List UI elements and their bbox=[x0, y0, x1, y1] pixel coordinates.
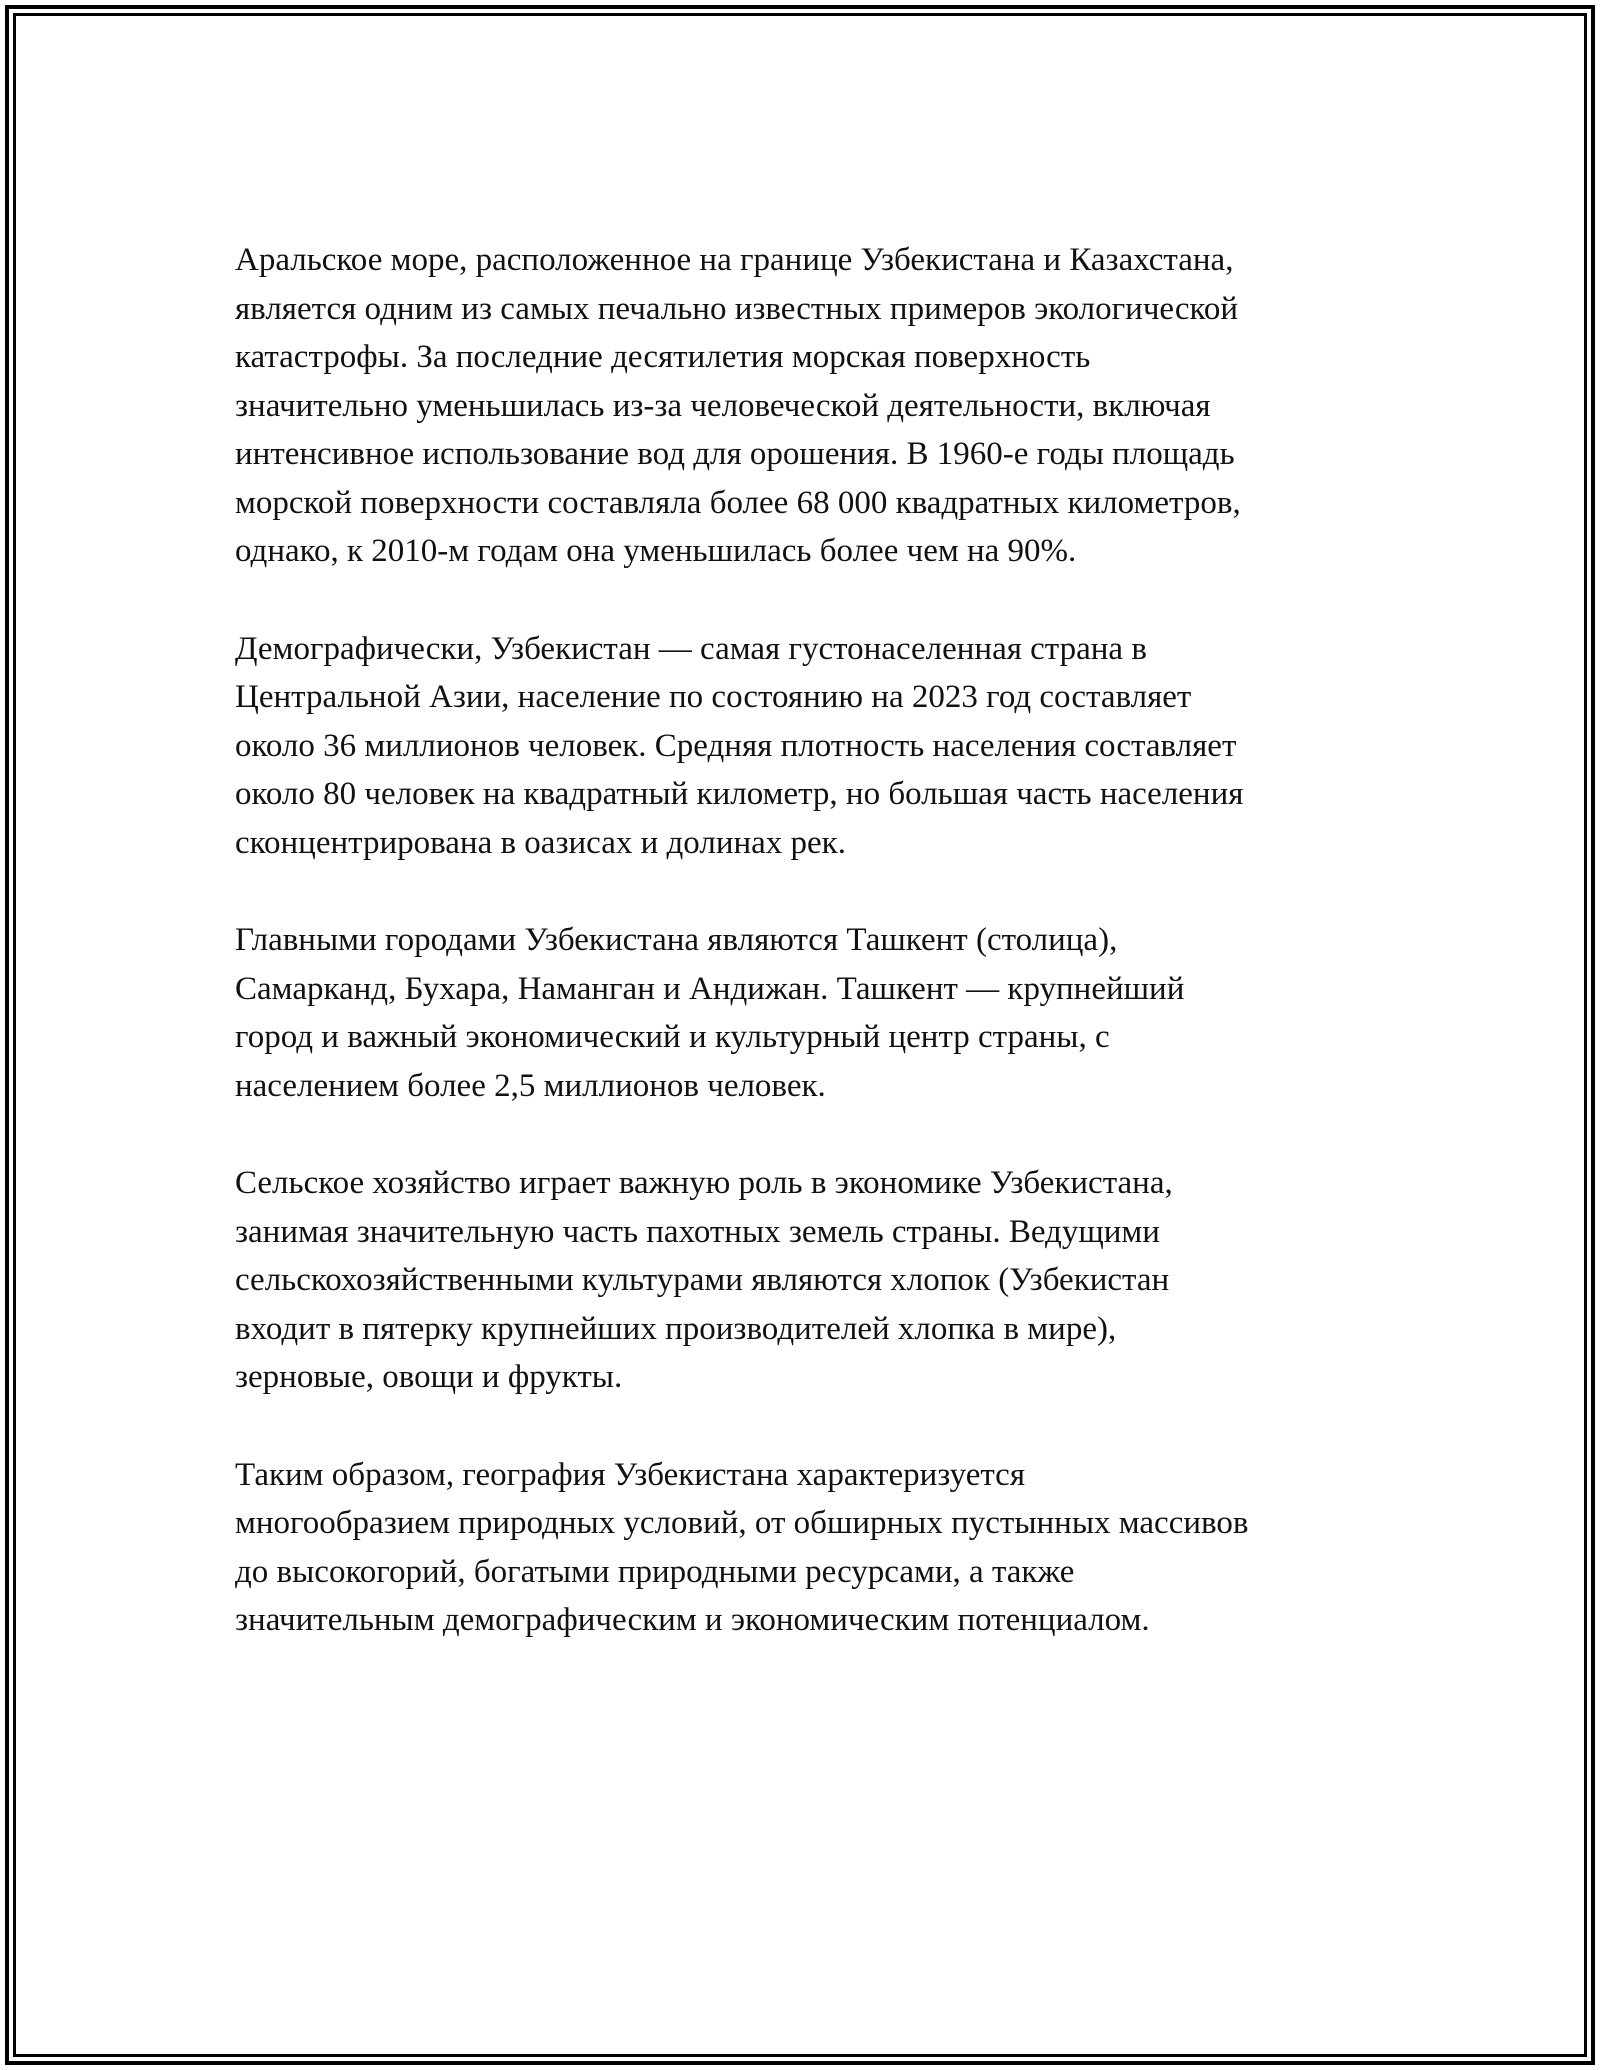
document-body bbox=[235, 236, 1375, 1645]
text-line: многообразием природных условий, от обширных пустынных массивов bbox=[235, 1505, 1249, 1541]
text-line: Главными городами Узбекистана являются Ташкент (столица), bbox=[235, 922, 1118, 958]
paragraph-conclusion bbox=[235, 1451, 1375, 1645]
text-line: до высокогорий, богатыми природными ресурсами, а также bbox=[235, 1553, 1075, 1590]
text-line: зерновые, овощи и фрукты. bbox=[235, 1359, 623, 1395]
text-line: сконцентрирована в оазисах и долинах рек. bbox=[235, 824, 846, 861]
text-line: является одним из самых печально известных примеров экологической bbox=[235, 290, 1239, 327]
text-line: входит в пятерку крупнейших производителей хлопка в мире), bbox=[235, 1310, 1117, 1347]
text-line: около 80 человек на квадратный километр, но большая часть населения bbox=[235, 776, 1244, 812]
text-line: Аральское море, расположенное на границе Узбекистана и Казахстана, bbox=[235, 242, 1234, 278]
text-line: сельскохозяйственными культурами являются хлопок (Узбекистан bbox=[235, 1262, 1170, 1298]
text-line: Сельское хозяйство играет важную роль в экономике Узбекистана, bbox=[235, 1165, 1173, 1201]
paragraph-cities bbox=[235, 916, 1375, 1110]
text-line: город и важный экономический и культурный центр страны, с bbox=[235, 1019, 1110, 1055]
paragraph-aral-sea bbox=[235, 236, 1375, 576]
text-line: Самарканд, Бухара, Наманган и Андижан. Ташкент — крупнейший bbox=[235, 970, 1185, 1007]
paragraph-demographics bbox=[235, 625, 1375, 868]
text-line: однако, к 2010-м годам она уменьшилась более чем на 90%. bbox=[235, 533, 1077, 569]
text-line: Демографически, Узбекистан — самая густонаселенная страна в bbox=[235, 630, 1147, 667]
text-line: Таким образом, география Узбекистана характеризуется bbox=[235, 1456, 1026, 1493]
text-line: значительно уменьшилась из-за человеческой деятельности, включая bbox=[235, 387, 1211, 424]
text-line: морской поверхности составляла более 68 000 квадратных километров, bbox=[235, 484, 1241, 521]
text-line: населением более 2,5 миллионов человек. bbox=[235, 1067, 826, 1104]
text-line: занимая значительную часть пахотных земель страны. Ведущими bbox=[235, 1213, 1160, 1250]
text-line: катастрофы. За последние десятилетия морская поверхность bbox=[235, 339, 1091, 375]
paragraph-agriculture bbox=[235, 1159, 1375, 1402]
text-line: около 36 миллионов человек. Средняя плотность населения составляет bbox=[235, 727, 1237, 764]
text-line: значительным демографическим и экономическим потенциалом. bbox=[235, 1602, 1150, 1638]
text-line: интенсивное использование вод для орошения. В 1960-е годы площадь bbox=[235, 436, 1235, 472]
text-line: Центральной Азии, население по состоянию на 2023 год составляет bbox=[235, 679, 1192, 715]
